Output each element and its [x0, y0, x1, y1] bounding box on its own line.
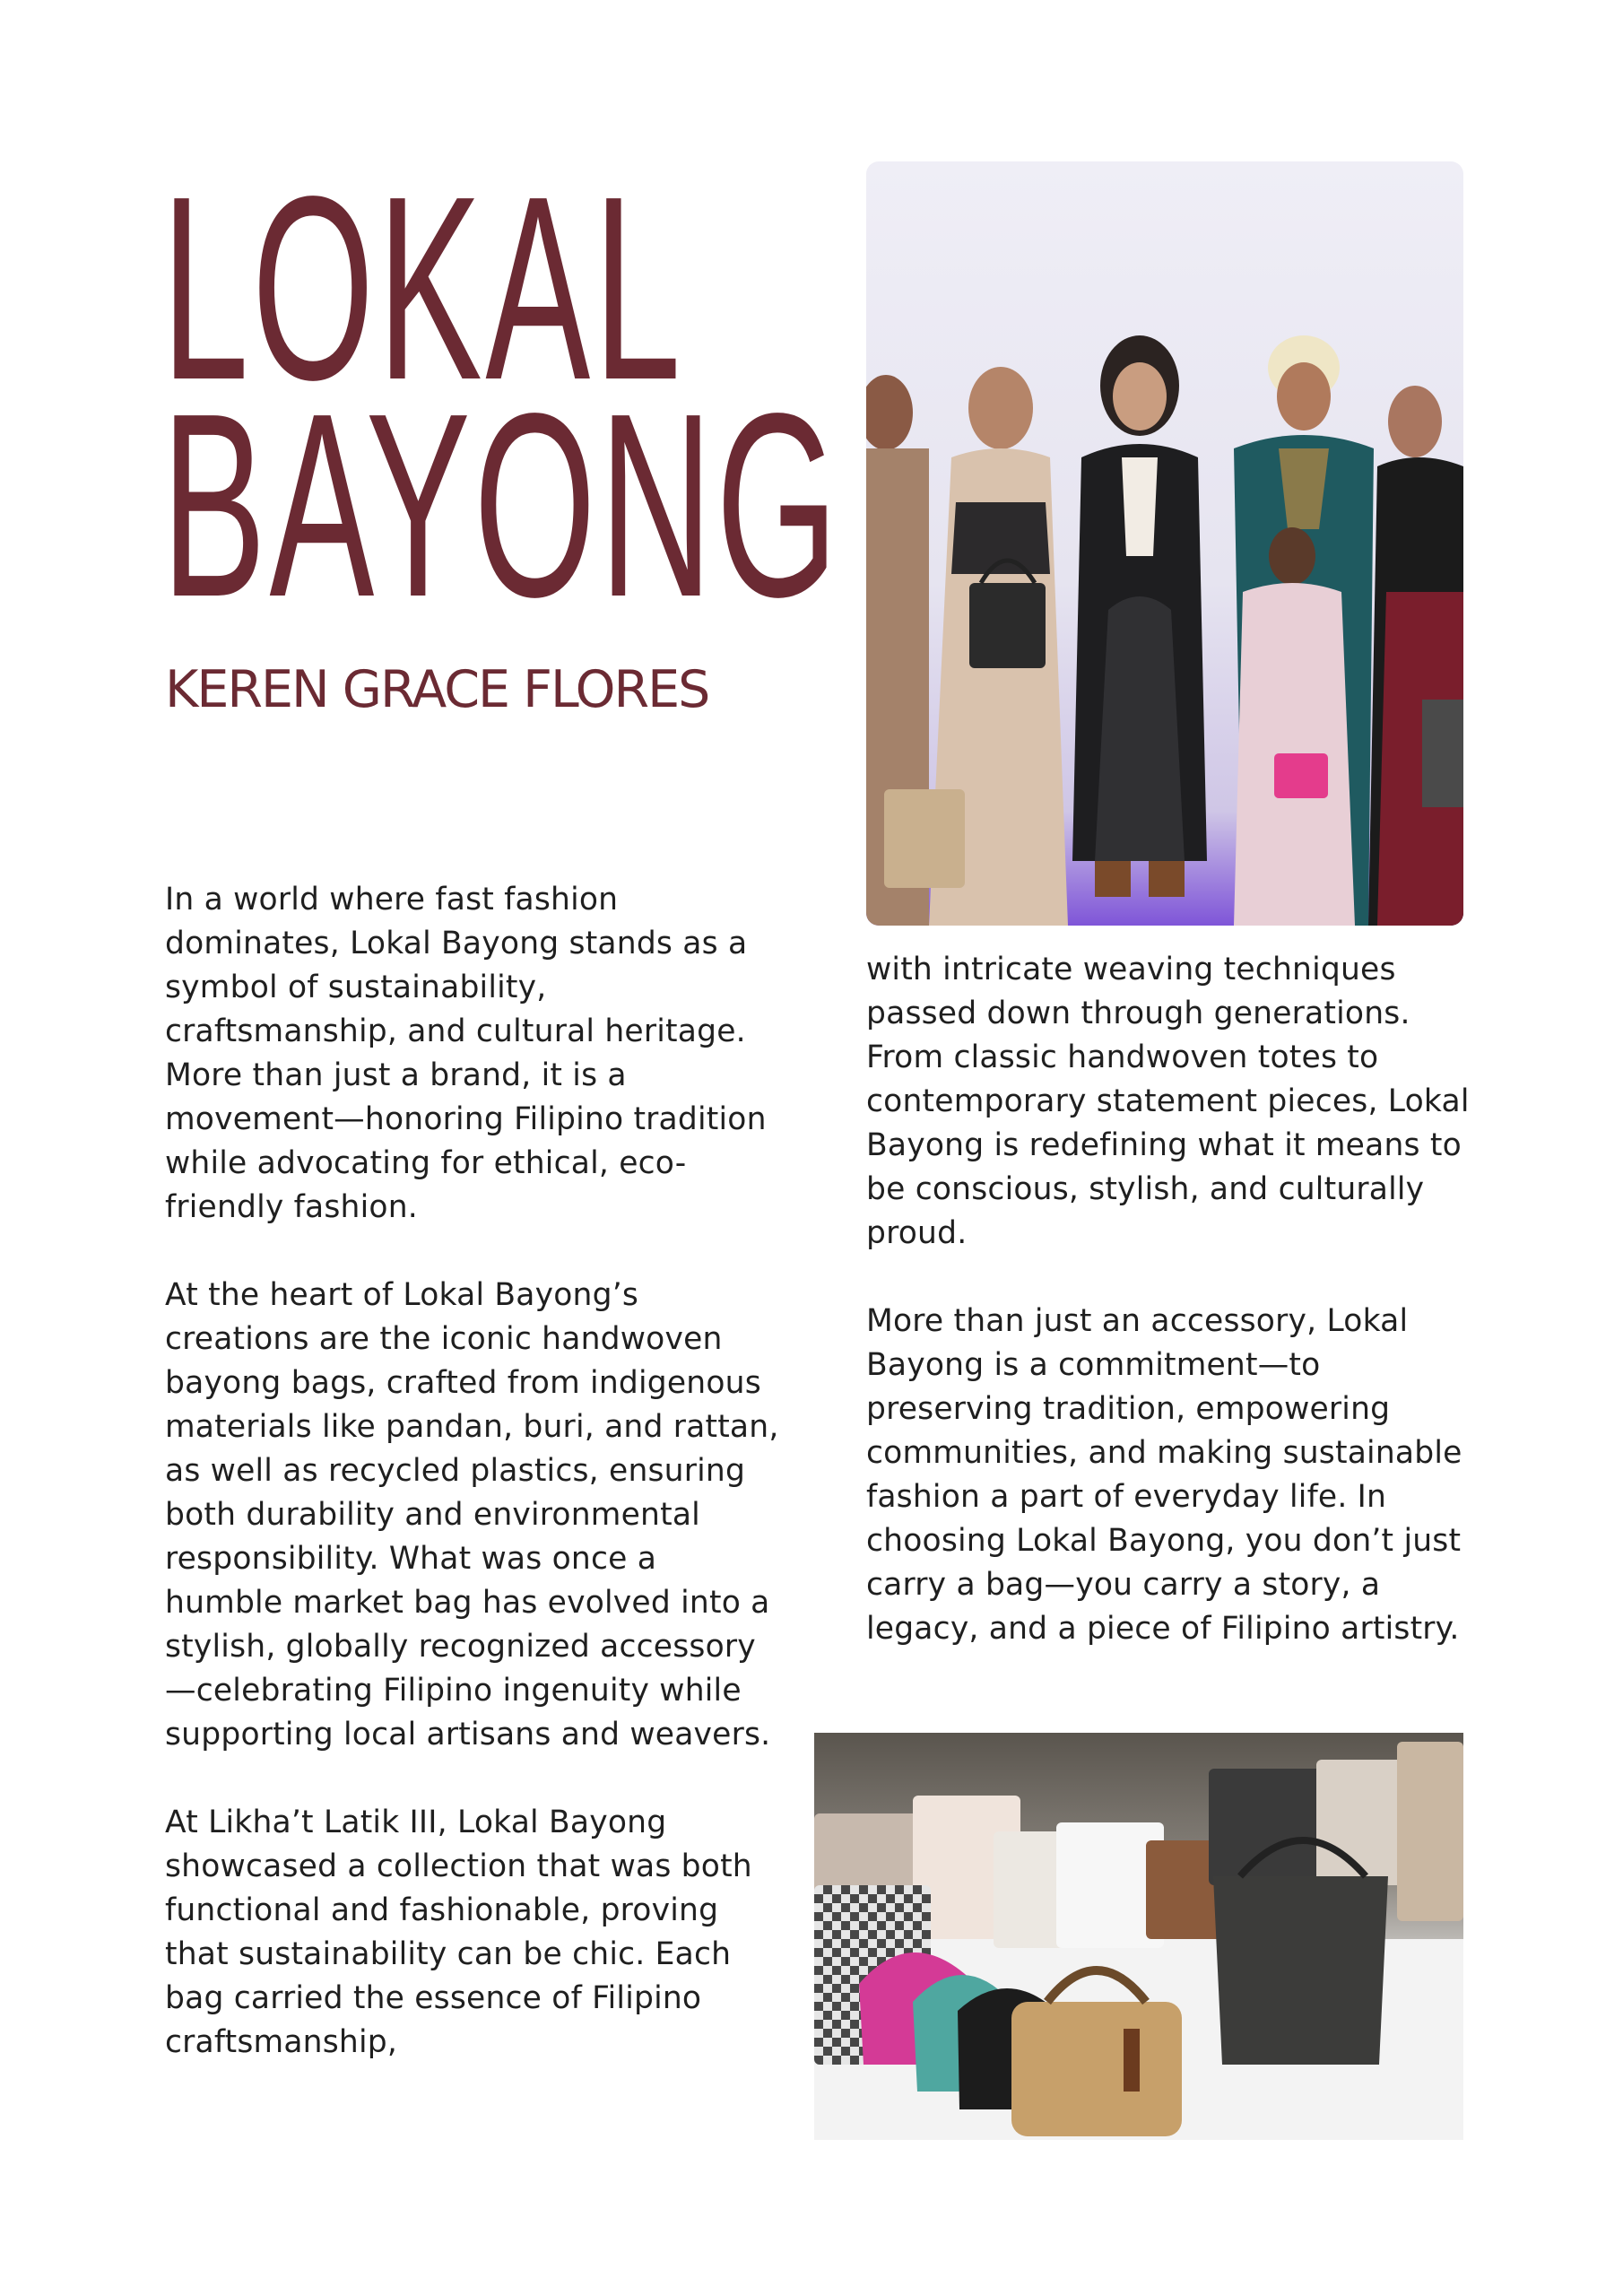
- article-title: [161, 142, 842, 651]
- group-photo-illustration: [866, 161, 1463, 926]
- paragraph: At Likha’t Latik III, Lokal Bayong showcased a collection that was both functional and fashionable, proving that sustainability can be chic. Each bag carried the essence of Filipino craftsmanship,: [165, 1805, 752, 2060]
- right-text-column: [866, 948, 1476, 1651]
- paragraph: In a world where fast fashion dominates, Lokal Bayong stands as a symbol of sustainability, craftsmanship, and cultural heritage. More than just a brand, it is a movement—honoring Filipino tradition while advocating for ethical, eco-friendly fashion.: [165, 882, 767, 1225]
- bags-photo: [814, 1733, 1463, 2140]
- title-line-2: BAYONG: [161, 359, 842, 651]
- person-figure: [1368, 386, 1463, 926]
- bags-photo-illustration: [814, 1733, 1463, 2140]
- author-byline: KEREN GRACE FLORES: [165, 660, 709, 719]
- title-line-1: LOKAL: [161, 142, 684, 434]
- paragraph: At the heart of Lokal Bayong’s creations are the iconic handwoven bayong bags, crafted from indigenous materials like pandan, buri, and rattan, as well as recycled plastics, ensuring both durability and environmental responsibility. What was once a humble market bag has evolved into a stylish, globally recognized accessory—celebrating Filipino ingenuity while supporting local artisans and weavers.: [165, 1277, 779, 1752]
- paragraph: with intricate weaving techniques passed down through generations. From classic handwoven totes to contemporary statement pieces, Lokal Bayong is redefining what it means to be conscious, stylish, and culturally proud.: [866, 952, 1470, 1251]
- paragraph: More than just an accessory, Lokal Bayong is a commitment—to preserving tradition, empowering communities, and making sustainable fashion a part of everyday life. In choosing Lokal Bayong, you don’t just carry a bag—you carry a story, a legacy, and a piece of Filipino artistry.: [866, 1303, 1462, 1647]
- left-text-column: [165, 878, 784, 2065]
- group-photo: [866, 161, 1463, 926]
- woven-bag: [884, 789, 965, 888]
- person-figure: [1072, 335, 1207, 897]
